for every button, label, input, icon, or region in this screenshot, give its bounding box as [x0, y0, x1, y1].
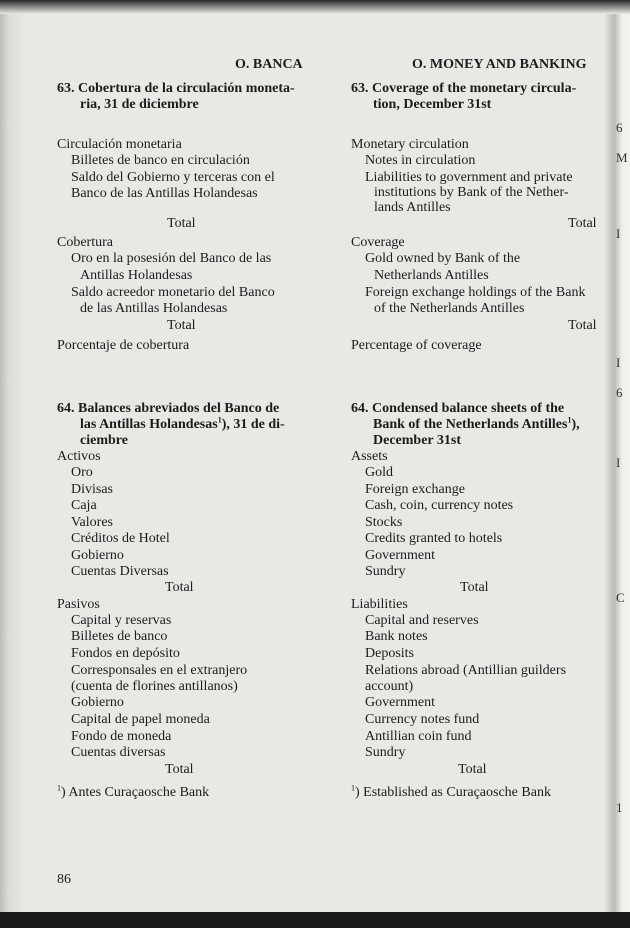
footnote-ref: 1 — [217, 415, 222, 425]
footnote-en: $^1$) Established as Curaçaosche Bank — [351, 783, 551, 800]
table-64-title-en: Bank of the Netherlands Antilles$^1$), — [373, 415, 580, 432]
section-header-es: O. BANCA — [235, 57, 303, 72]
table-63-title-en: 63. Coverage of the monetary circula- — [351, 81, 577, 96]
row-label: Bank notes — [365, 629, 428, 644]
table-63-title-es: 63. Cobertura de la circulación moneta- — [57, 81, 295, 96]
row-label: institutions by Bank of the Nether- — [374, 185, 569, 200]
page-edge — [0, 0, 22, 912]
next-page-fragment: M — [616, 150, 628, 165]
row-label: Corresponsales en el extranjero — [71, 663, 248, 678]
row-label: Activos — [57, 449, 101, 464]
next-page-fragment: I — [616, 355, 621, 370]
row-label: Valores — [71, 515, 113, 530]
row-label: Cobertura — [57, 235, 113, 250]
row-label: Cash, coin, currency notes — [365, 498, 514, 513]
row-label: of the Netherlands Antilles — [374, 301, 525, 316]
row-label: Deposits — [365, 646, 414, 661]
row-label: Créditos de Hotel — [71, 531, 170, 546]
row-label: Liabilities — [351, 597, 408, 612]
table-64-title-es: las Antillas Holandesas$^1$), 31 de di- — [80, 415, 285, 432]
page-number: 86 — [57, 872, 71, 887]
row-label: Banco de las Antillas Holandesas — [71, 186, 258, 201]
table-64-title-en: December 31st — [373, 433, 461, 448]
row-label: Gobierno — [71, 548, 124, 563]
row-label: Pasivos — [57, 597, 100, 612]
row-label: Circulación monetaria — [57, 137, 182, 152]
table-64-title-es: 64. Balances abreviados del Banco de — [57, 401, 280, 416]
row-label: Billetes de banco — [71, 629, 168, 644]
table-64-title-es: ciembre — [80, 433, 128, 448]
row-label: Netherlands Antilles — [374, 268, 489, 283]
next-page-fragment: 6 — [616, 385, 623, 400]
row-label: Gold owned by Bank of the — [365, 251, 521, 266]
row-label: Sundry — [365, 564, 406, 579]
row-label: Percentage of coverage — [351, 338, 482, 353]
total-label: Total — [460, 580, 489, 595]
total-label: Total — [568, 318, 597, 333]
row-label: Stocks — [365, 515, 403, 530]
next-page-fragment: 6 — [616, 120, 623, 135]
total-label: Total — [167, 216, 196, 231]
scan-shadow — [0, 0, 630, 14]
section-header-en: O. MONEY AND BANKING — [412, 57, 587, 72]
row-label: Porcentaje de cobertura — [57, 338, 190, 353]
row-label: Saldo acreedor monetario del Banco — [71, 285, 275, 300]
row-label: lands Antilles — [374, 200, 451, 215]
row-label: Saldo del Gobierno y terceras con el — [71, 170, 275, 185]
row-label: Oro — [71, 465, 93, 480]
footnote-es: $^1$) Antes Curaçaosche Bank — [57, 783, 210, 800]
row-label: de las Antillas Holandesas — [80, 301, 228, 316]
row-label: Billetes de banco en circulación — [71, 153, 250, 168]
table-64-title-en: 64. Condensed balance sheets of the — [351, 401, 565, 416]
row-label: Oro en la posesión del Banco de las — [71, 251, 272, 266]
row-label: Sundry — [365, 745, 406, 760]
row-label: Foreign exchange holdings of the Bank — [365, 285, 586, 300]
total-label: Total — [165, 580, 194, 595]
row-label: Assets — [351, 449, 388, 464]
row-label: Antillian coin fund — [365, 729, 472, 744]
row-label: Gold — [365, 465, 393, 480]
row-label: Foreign exchange — [365, 482, 465, 497]
row-label: Gobierno — [71, 695, 124, 710]
row-label: Relations abroad (Antillian guilders — [365, 663, 567, 678]
footnote-ref: 1 — [567, 415, 572, 425]
row-label: Cuentas Diversas — [71, 564, 169, 579]
row-label: Capital y reservas — [71, 613, 172, 628]
total-label: Total — [458, 762, 487, 777]
next-page-fragment: 1 — [616, 800, 623, 815]
row-label: Capital and reserves — [365, 613, 479, 628]
scan-border — [0, 912, 630, 928]
total-label: Total — [167, 318, 196, 333]
row-label: (cuenta de florines antillanos) — [71, 679, 238, 694]
row-label: Liabilities to government and private — [365, 170, 573, 185]
row-label: Caja — [71, 498, 97, 513]
row-label: Capital de papel moneda — [71, 712, 210, 727]
row-label: Government — [365, 695, 435, 710]
row-label: Notes in circulation — [365, 153, 476, 168]
row-label: Fondos en depósito — [71, 646, 180, 661]
row-label: Cuentas diversas — [71, 745, 166, 760]
table-63-title-en: tion, December 31st — [373, 97, 492, 112]
row-label: Currency notes fund — [365, 712, 480, 727]
next-page-fragment: I — [616, 455, 621, 470]
row-label: Government — [365, 548, 435, 563]
row-label: Antillas Holandesas — [80, 268, 193, 283]
row-label: account) — [365, 679, 414, 694]
total-label: Total — [165, 762, 194, 777]
next-page-fragment: C — [616, 590, 625, 605]
row-label: Coverage — [351, 235, 405, 250]
next-page-fragment: I — [616, 226, 621, 241]
row-label: Credits granted to hotels — [365, 531, 503, 546]
row-label: Monetary circulation — [351, 137, 469, 152]
total-label: Total — [568, 216, 597, 231]
row-label: Divisas — [71, 482, 113, 497]
table-63-title-es: ria, 31 de diciembre — [80, 97, 199, 112]
row-label: Fondo de moneda — [71, 729, 172, 744]
